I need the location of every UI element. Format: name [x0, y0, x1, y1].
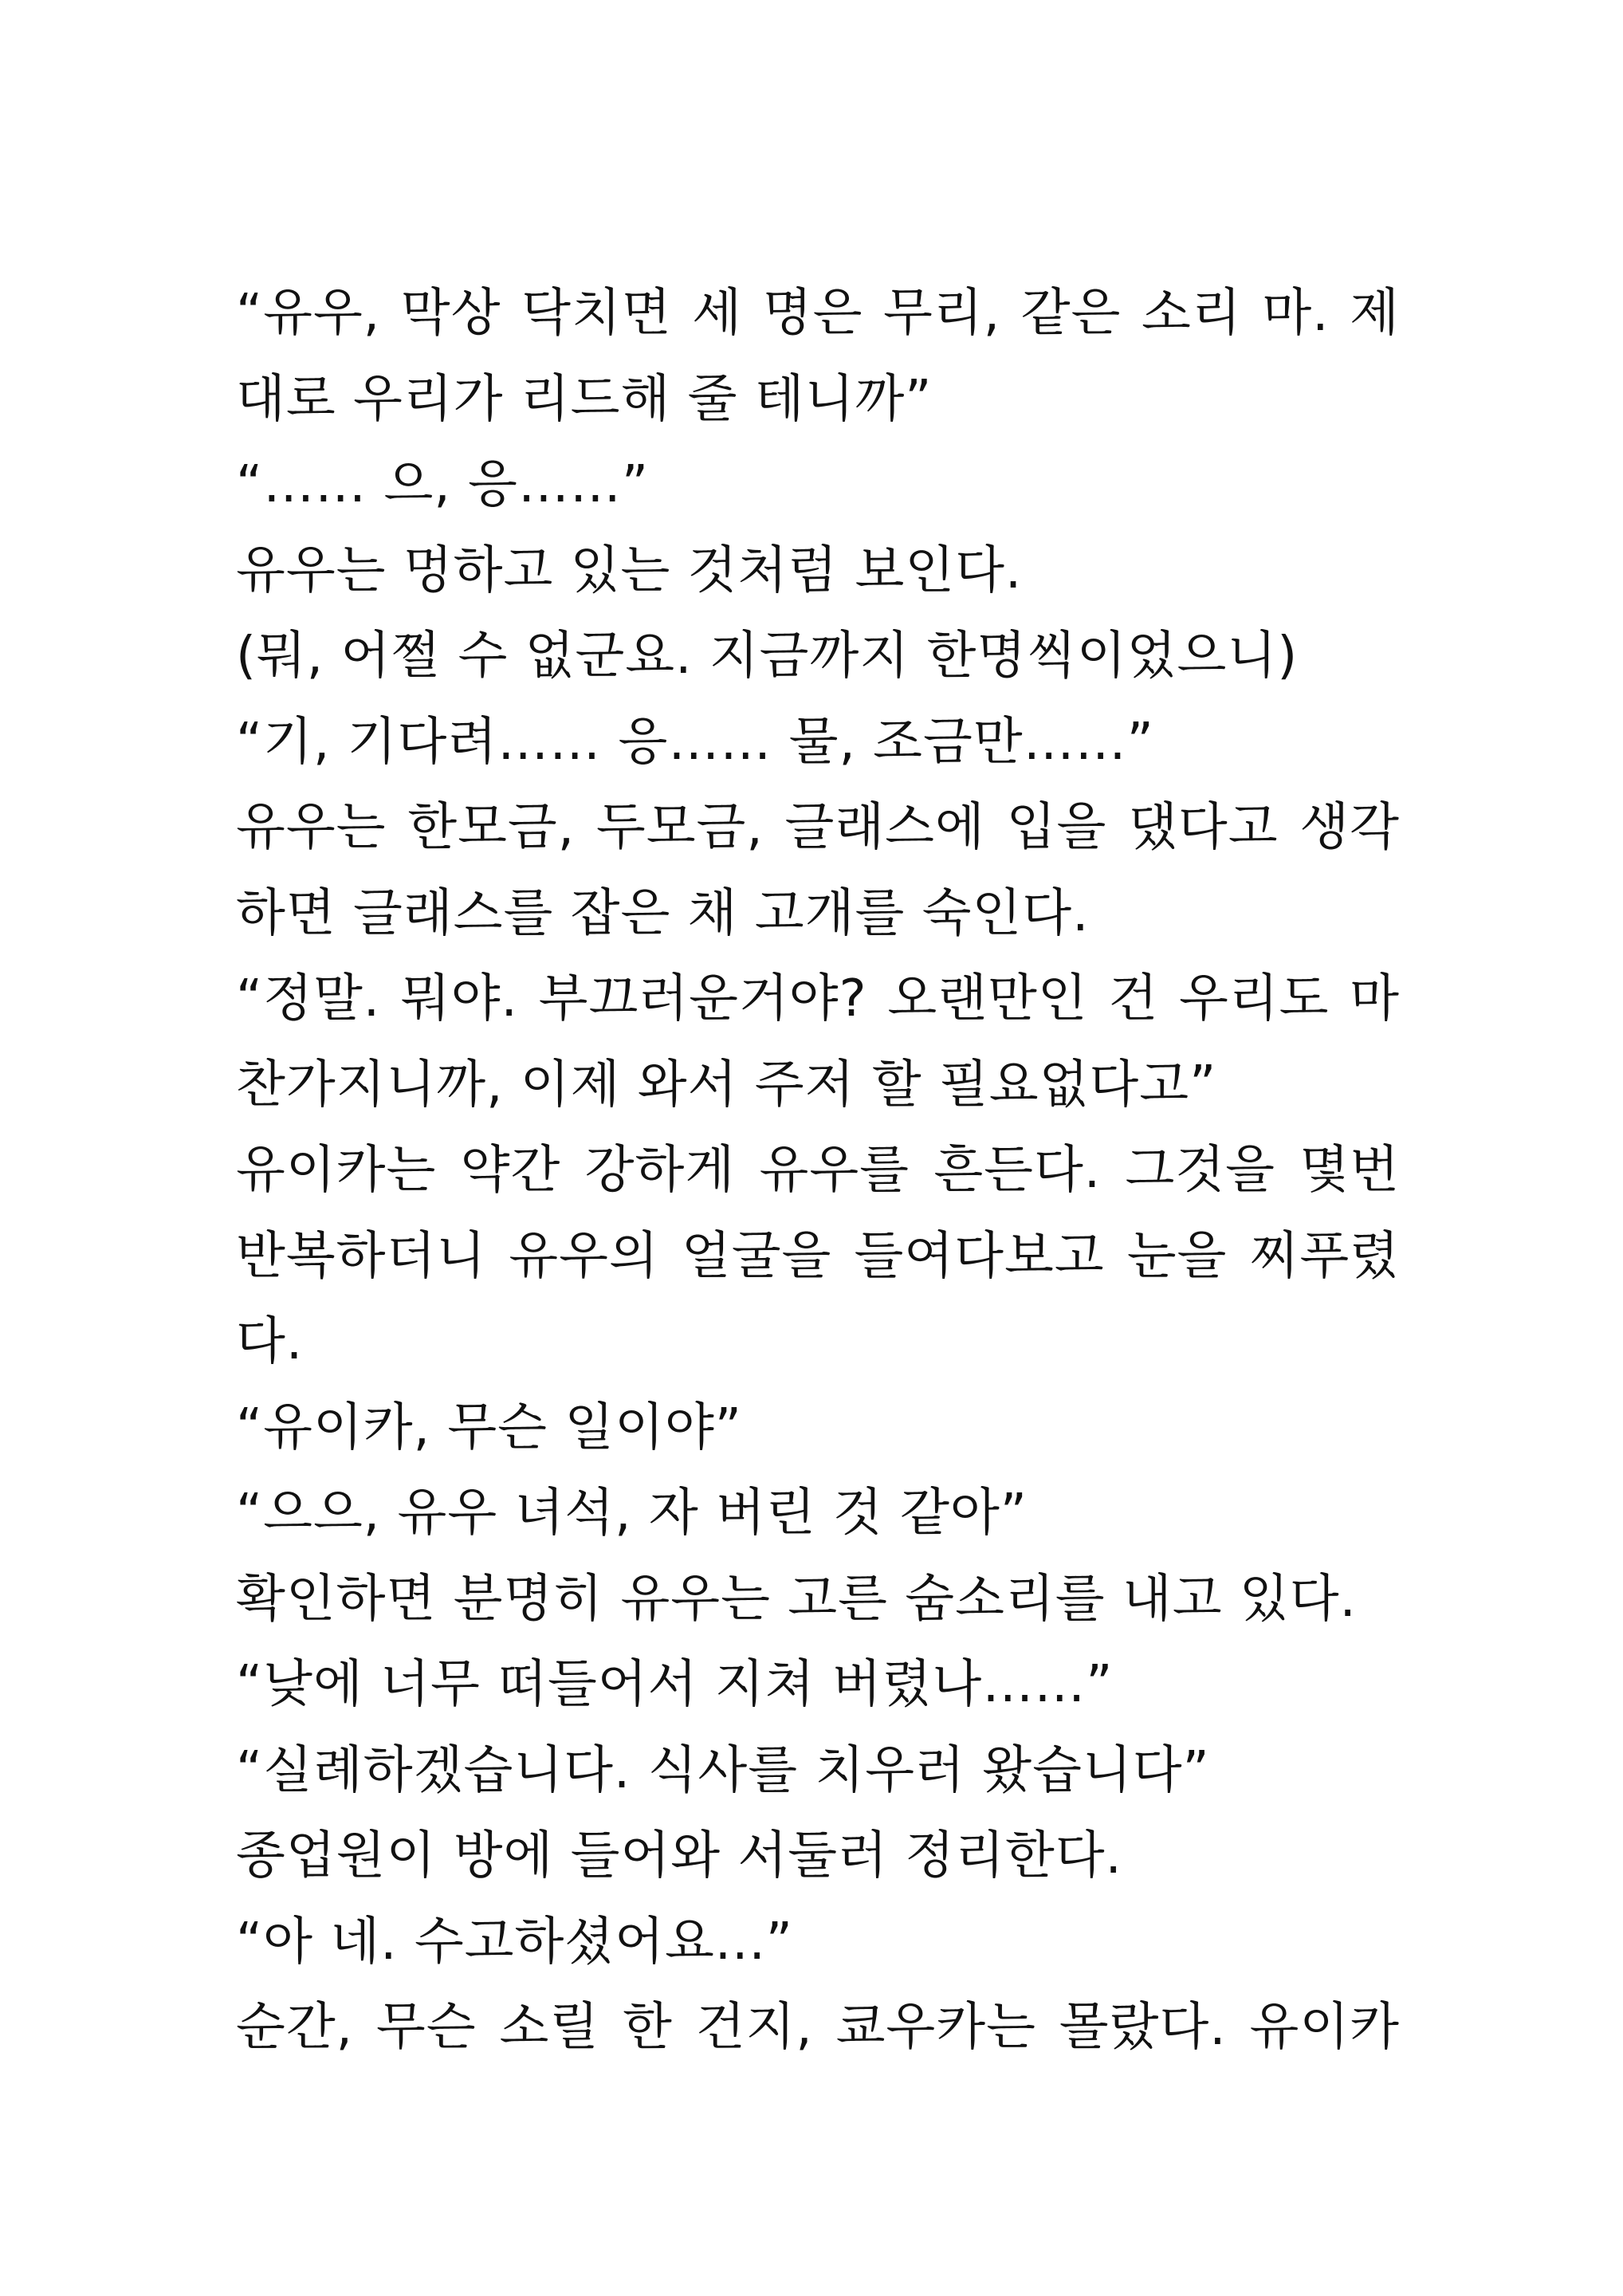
text-line: 유우는 한모금, 두모금, 글래스에 입을 댔다고 생각 — [236, 798, 1400, 857]
text-line: “아 네. 수고하셨어요...” — [236, 1912, 793, 1972]
text-line: “기, 기다려…… 응…… 물, 조금만……” — [236, 712, 1154, 772]
text-line: 다. — [236, 1312, 304, 1371]
text-line: 순간, 무슨 소릴 한 건지, 쿄우카는 몰랐다. 유이카 — [236, 1998, 1400, 2057]
text-line: “…… 으, 응……” — [236, 455, 649, 514]
text-line: 하면 글래스를 잡은 채 고개를 숙인다. — [236, 883, 1090, 943]
text-line: 종업원이 방에 들어와 서둘러 정리한다. — [236, 1826, 1122, 1885]
text-line: (뭐, 어쩔 수 없군요. 지금까지 한명씩이었으니) — [236, 627, 1299, 686]
text-line: 찬가지니까, 이제 와서 주저 할 필요없다고” — [236, 1055, 1217, 1115]
text-line: 반복하더니 유우의 얼굴을 들여다보고 눈을 찌푸렸 — [236, 1226, 1400, 1286]
text-line: 대로 우리가 리드해 줄 테니까” — [236, 369, 933, 429]
text-line: 유이카는 약간 강하게 유우를 흔든다. 그것을 몇번 — [236, 1141, 1400, 1200]
text-line: “낮에 너무 떠들어서 지쳐 버렸나……” — [236, 1655, 1114, 1714]
text-line: “유우, 막상 닥치면 세 명은 무리, 같은 소리 마. 제 — [236, 284, 1400, 343]
text-line: “정말. 뭐야. 부끄러운거야? 오랜만인 건 우리도 마 — [236, 969, 1400, 1028]
document-page — [236, 271, 1400, 2071]
text-line: 유우는 멍하고 있는 것처럼 보인다. — [236, 541, 1023, 600]
text-line: 확인하면 분명히 유우는 고른 숨소리를 내고 있다. — [236, 1569, 1357, 1629]
text-line: “실례하겠습니다. 식사를 치우러 왔습니다” — [236, 1740, 1210, 1800]
text-line: “유이카, 무슨 일이야” — [236, 1398, 742, 1457]
text-line: “으으, 유우 녀석, 자 버린 것 같아” — [236, 1484, 1028, 1543]
